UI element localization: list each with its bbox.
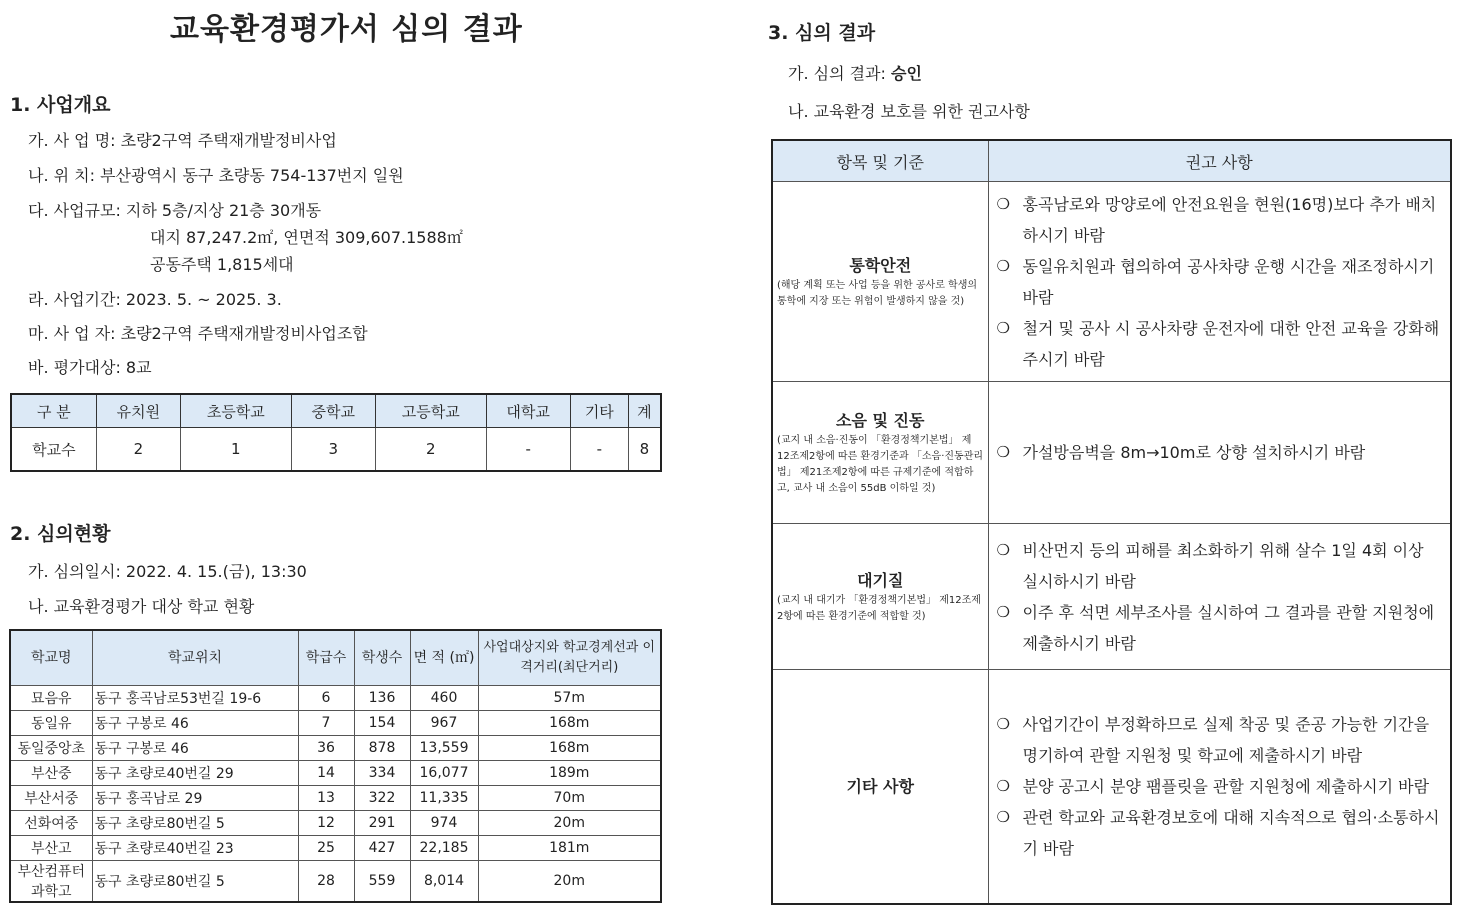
table-cell: 967 (410, 711, 478, 736)
table-cell: 학교수 (11, 428, 96, 472)
table-cell: 7 (298, 711, 354, 736)
review-result-value: 승인 (891, 64, 922, 83)
recommendation-item: ❍ 비산먼지 등의 피해를 최소화하기 위해 살수 1일 4회 이상 실시하시기 바람 (997, 535, 1445, 597)
table-header: 대학교 (486, 394, 570, 428)
table-header: 학급수 (298, 630, 354, 686)
table-cell: 동구 초량로40번길 23 (92, 836, 298, 861)
section2-heading: 2. 심의현황 (10, 523, 111, 545)
table-cell: 974 (410, 811, 478, 836)
table-row (772, 182, 1451, 382)
table-cell: - (486, 428, 570, 472)
table-cell: 22,185 (410, 836, 478, 861)
table-cell: 동구 초량로40번길 29 (92, 761, 298, 786)
category-cell (772, 524, 988, 670)
table-row (10, 836, 661, 861)
table-cell: 부산컴퓨터과학고 (10, 861, 92, 903)
table-cell: 12 (298, 811, 354, 836)
table-cell: 동구 홍곡남로53번길 19-6 (92, 686, 298, 711)
table-cell: - (570, 428, 628, 472)
table-cell: 묘음유 (10, 686, 92, 711)
table-header-row (10, 630, 661, 686)
table-cell: 427 (354, 836, 410, 861)
table-cell: 181m (478, 836, 661, 861)
table-cell: 선화여중 (10, 811, 92, 836)
recommendation-item: ❍ 동일유치원과 협의하여 공사차량 운행 시간을 재조정하시기 바람 (997, 251, 1445, 313)
category-cell (772, 670, 988, 904)
table-row (10, 761, 661, 786)
table-cell: 322 (354, 786, 410, 811)
table-row (10, 811, 661, 836)
project-operator: 마. 사 업 자: 초량2구역 주택재개발정비사업조합 (28, 324, 368, 343)
table-cell: 동구 홍곡남로 29 (92, 786, 298, 811)
table-cell: 8,014 (410, 861, 478, 903)
table-cell: 동구 구봉로 46 (92, 711, 298, 736)
recommendation-cell (988, 382, 1451, 524)
table-cell: 8 (628, 428, 661, 472)
recommendation-rows (772, 182, 1451, 904)
category-criterion: (교지 내 소음·진동이 「환경정책기본법」 제12조제2항에 따른 환경기준과 「소음·진동관리법」 제21조제2항에 따른 규제기준에 적합하고, 교사 내 소음이 55dB 이하일 것) (777, 435, 984, 494)
table-cell: 2 (375, 428, 486, 472)
table-header: 기타 (570, 394, 628, 428)
table-cell: 13,559 (410, 736, 478, 761)
table-cell: 1 (181, 428, 292, 472)
table-row (772, 524, 1451, 670)
table-header: 중학교 (291, 394, 375, 428)
section1-heading: 1. 사업개요 (10, 94, 111, 116)
recommendation-item: ❍ 사업기간이 부정확하므로 실제 착공 및 준공 가능한 기간을 명기하여 관할 지원청 및 학교에 제출하시기 바람 (997, 709, 1445, 771)
school-status-table (9, 629, 662, 903)
table-header: 고등학교 (375, 394, 486, 428)
school-status-caption: 나. 교육환경평가 대상 학교 현황 (28, 597, 255, 616)
table-cell: 57m (478, 686, 661, 711)
table-cell: 동일유 (10, 711, 92, 736)
table-cell: 16,077 (410, 761, 478, 786)
table-row (10, 686, 661, 711)
category-criterion: (해당 계획 또는 사업 등을 위한 공사로 학생의 통학에 지장 또는 위험이 발생하지 않을 것) (777, 280, 978, 307)
table-header: 유치원 (96, 394, 180, 428)
recommendation-item: ❍ 홍곡남로와 망양로에 안전요원을 현원(16명)보다 추가 배치하시기 바람 (997, 189, 1445, 251)
table-cell: 70m (478, 786, 661, 811)
table-cell: 3 (291, 428, 375, 472)
table-row (772, 382, 1451, 524)
table-cell: 189m (478, 761, 661, 786)
recommendation-item: ❍ 이주 후 석면 세부조사를 실시하여 그 결과를 관할 지원청에 제출하시기 바람 (997, 597, 1445, 659)
category-name: 소음 및 진동 (836, 411, 925, 430)
project-name: 가. 사 업 명: 초량2구역 주택재개발정비사업 (28, 131, 337, 150)
table-cell: 13 (298, 786, 354, 811)
category-name: 대기질 (857, 571, 904, 590)
table-cell: 부산고 (10, 836, 92, 861)
table-row (10, 711, 661, 736)
school-count-table (10, 393, 662, 472)
review-result-label: 가. 심의 결과: (788, 64, 886, 83)
table-cell: 136 (354, 686, 410, 711)
table-cell: 11,335 (410, 786, 478, 811)
table-cell: 28 (298, 861, 354, 903)
table-cell: 20m (478, 861, 661, 903)
project-households: 공동주택 1,815세대 (150, 255, 294, 274)
table-cell: 168m (478, 736, 661, 761)
table-header: 학교위치 (92, 630, 298, 686)
recommendations-caption: 나. 교육환경 보호를 위한 권고사항 (788, 102, 1030, 121)
project-period: 라. 사업기간: 2023. 5. ~ 2025. 3. (28, 290, 282, 309)
table-cell: 동일중앙초 (10, 736, 92, 761)
table-cell: 부산중 (10, 761, 92, 786)
table-header: 초등학교 (181, 394, 292, 428)
category-criterion: (교지 내 대기가 「환경정책기본법」 제12조제2항에 따른 환경기준에 적합할 것) (777, 595, 981, 622)
table-header: 학생수 (354, 630, 410, 686)
table-cell: 460 (410, 686, 478, 711)
category-name: 기타 사항 (846, 776, 914, 796)
table-cell: 168m (478, 711, 661, 736)
review-result (788, 61, 922, 84)
table-row (10, 786, 661, 811)
table-row (10, 736, 661, 761)
table-cell: 부산서중 (10, 786, 92, 811)
table-row (11, 428, 661, 472)
table-header: 학교명 (10, 630, 92, 686)
table-cell: 동구 구봉로 46 (92, 736, 298, 761)
section3-heading: 3. 심의 결과 (768, 22, 876, 44)
category-cell (772, 382, 988, 524)
recommendation-cell (988, 524, 1451, 670)
table-header-row (11, 394, 661, 428)
table-header: 면 적 (㎡) (410, 630, 478, 686)
document-title: 교육환경평가서 심의 결과 (170, 12, 523, 47)
table-cell: 20m (478, 811, 661, 836)
recommendation-item: ❍ 관련 학교와 교육환경보호에 대해 지속적으로 협의·소통하시기 바람 (997, 802, 1445, 864)
project-scale: 다. 사업규모: 지하 5층/지상 21층 30개동 (28, 201, 322, 220)
table-cell: 2 (96, 428, 180, 472)
review-datetime: 가. 심의일시: 2022. 4. 15.(금), 13:30 (28, 562, 307, 581)
category-cell (772, 182, 988, 382)
category-name: 통학안전 (849, 256, 912, 275)
table-cell: 36 (298, 736, 354, 761)
school-status-rows (10, 686, 661, 903)
recommendation-item: ❍ 분양 공고시 분양 팸플릿을 관할 지원청에 제출하시기 바람 (997, 771, 1445, 802)
table-cell: 291 (354, 811, 410, 836)
table-cell: 878 (354, 736, 410, 761)
table-cell: 559 (354, 861, 410, 903)
table-cell: 334 (354, 761, 410, 786)
table-cell: 동구 초량로80번길 5 (92, 811, 298, 836)
recommendation-item: ❍ 철거 및 공사 시 공사차량 운전자에 대한 안전 교육을 강화해 주시기 바람 (997, 313, 1445, 375)
table-header-row (772, 140, 1451, 182)
table-header: 사업대상지와 학교경계선과 이격거리(최단거리) (478, 630, 661, 686)
evaluation-target: 바. 평가대상: 8교 (28, 358, 152, 377)
table-cell: 25 (298, 836, 354, 861)
recommendation-cell (988, 182, 1451, 382)
table-header: 계 (628, 394, 661, 428)
table-cell: 동구 초량로80번길 5 (92, 861, 298, 903)
table-header: 권고 사항 (988, 140, 1451, 182)
table-cell: 14 (298, 761, 354, 786)
project-area: 대지 87,247.2㎡, 연면적 309,607.1588㎡ (150, 228, 463, 247)
recommendation-cell (988, 670, 1451, 904)
table-header: 구 분 (11, 394, 96, 428)
recommendations-table (771, 139, 1452, 905)
recommendation-item: ❍ 가설방음벽을 8m→10m로 상향 설치하시기 바람 (997, 437, 1445, 468)
table-cell: 154 (354, 711, 410, 736)
table-row (10, 861, 661, 903)
project-location: 나. 위 치: 부산광역시 동구 초량동 754-137번지 일원 (28, 166, 404, 185)
table-cell: 6 (298, 686, 354, 711)
table-header: 항목 및 기준 (772, 140, 988, 182)
table-row (772, 670, 1451, 904)
